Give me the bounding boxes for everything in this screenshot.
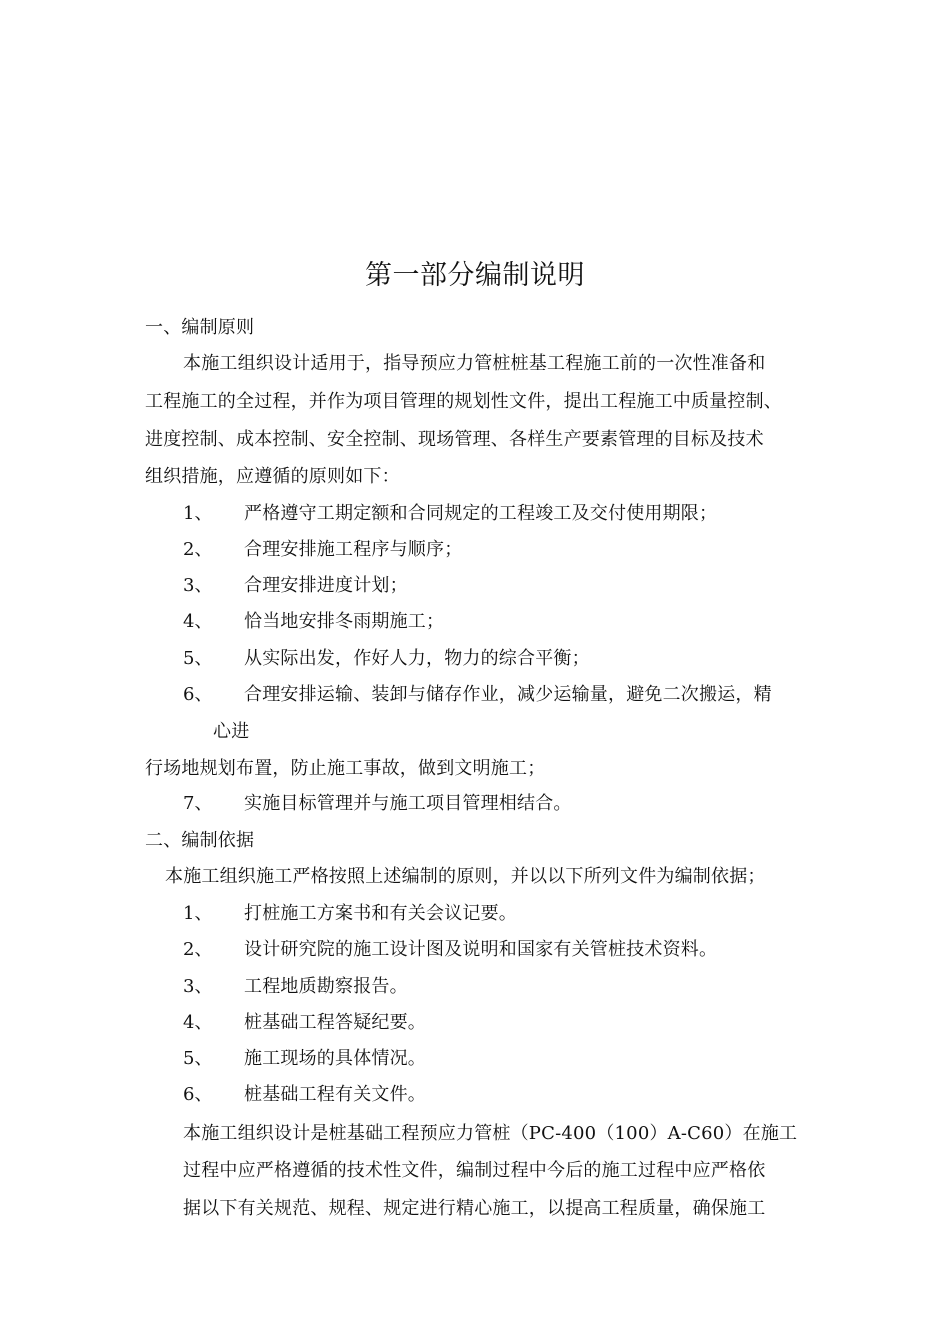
list-item-text: 施工现场的具体情况。 [244,1048,426,1069]
paragraph-line: 本施工组织设计是桩基础工程预应力管桩（PC-400（100）A-C60）在施工 [183,1123,798,1144]
list-item-text: 设计研究院的施工设计图及说明和国家有关管桩技术资料。 [244,939,718,960]
list-item-number: 6、 [183,684,213,705]
page-title: 第一部分编制说明 [365,260,585,291]
list-item-number: 1、 [183,503,213,524]
list-item-number: 4、 [183,611,213,632]
list-item-text: 严格遵守工期定额和合同规定的工程竣工及交付使用期限； [244,503,718,524]
list-item-number: 3、 [183,976,213,997]
list-item-number: 4、 [183,1012,213,1033]
paragraph-line: 本施工组织设计适用于，指导预应力管桩桩基工程施工前的一次性准备和 [183,353,766,374]
list-item-number: 5、 [183,648,213,669]
list-item-text: 合理安排运输、装卸与储存作业，减少运输量，避免二次搬运，精 [244,684,772,705]
list-item-text: 合理安排施工程序与顺序； [244,539,463,560]
section-heading-basis: 二、编制依据 [145,830,255,851]
paragraph-line: 据以下有关规范、规程、规定进行精心施工，以提高工程质量，确保施工 [183,1198,766,1219]
list-item-text: 桩基础工程答疑纪要。 [244,1012,426,1033]
paragraph-line: 进度控制、成本控制、安全控制、现场管理、各样生产要素管理的目标及技术 [145,429,764,450]
list-item-number: 7、 [183,793,213,814]
list-item-text: 工程地质勘察报告。 [244,976,408,997]
paragraph-line: 过程中应严格遵循的技术性文件，编制过程中今后的施工过程中应严格依 [183,1160,766,1181]
list-item-continuation: 行场地规划布置，防止施工事故，做到文明施工； [145,758,546,779]
list-item-number: 3、 [183,575,213,596]
list-item-text: 桩基础工程有关文件。 [244,1084,426,1105]
section-heading-principles: 一、编制原则 [145,317,255,338]
list-item-text: 合理安排进度计划； [244,575,408,596]
paragraph-line: 组织措施，应遵循的原则如下： [145,466,400,487]
list-item-text: 恰当地安排冬雨期施工； [244,611,445,632]
list-item-number: 2、 [183,539,213,560]
list-item-text: 打桩施工方案书和有关会议记要。 [244,903,517,924]
list-item-number: 1、 [183,903,213,924]
paragraph-line: 本施工组织施工严格按照上述编制的原则，并以以下所列文件为编制依据； [165,866,766,887]
list-item-text: 实施目标管理并与施工项目管理相结合。 [244,793,572,814]
list-item-continuation: 心进 [213,721,250,742]
list-item-number: 5、 [183,1048,213,1069]
list-item-text: 从实际出发，作好人力，物力的综合平衡； [244,648,590,669]
list-item-number: 2、 [183,939,213,960]
list-item-number: 6、 [183,1084,213,1105]
paragraph-line: 工程施工的全过程，并作为项目管理的规划性文件，提出工程施工中质量控制、 [145,391,782,412]
